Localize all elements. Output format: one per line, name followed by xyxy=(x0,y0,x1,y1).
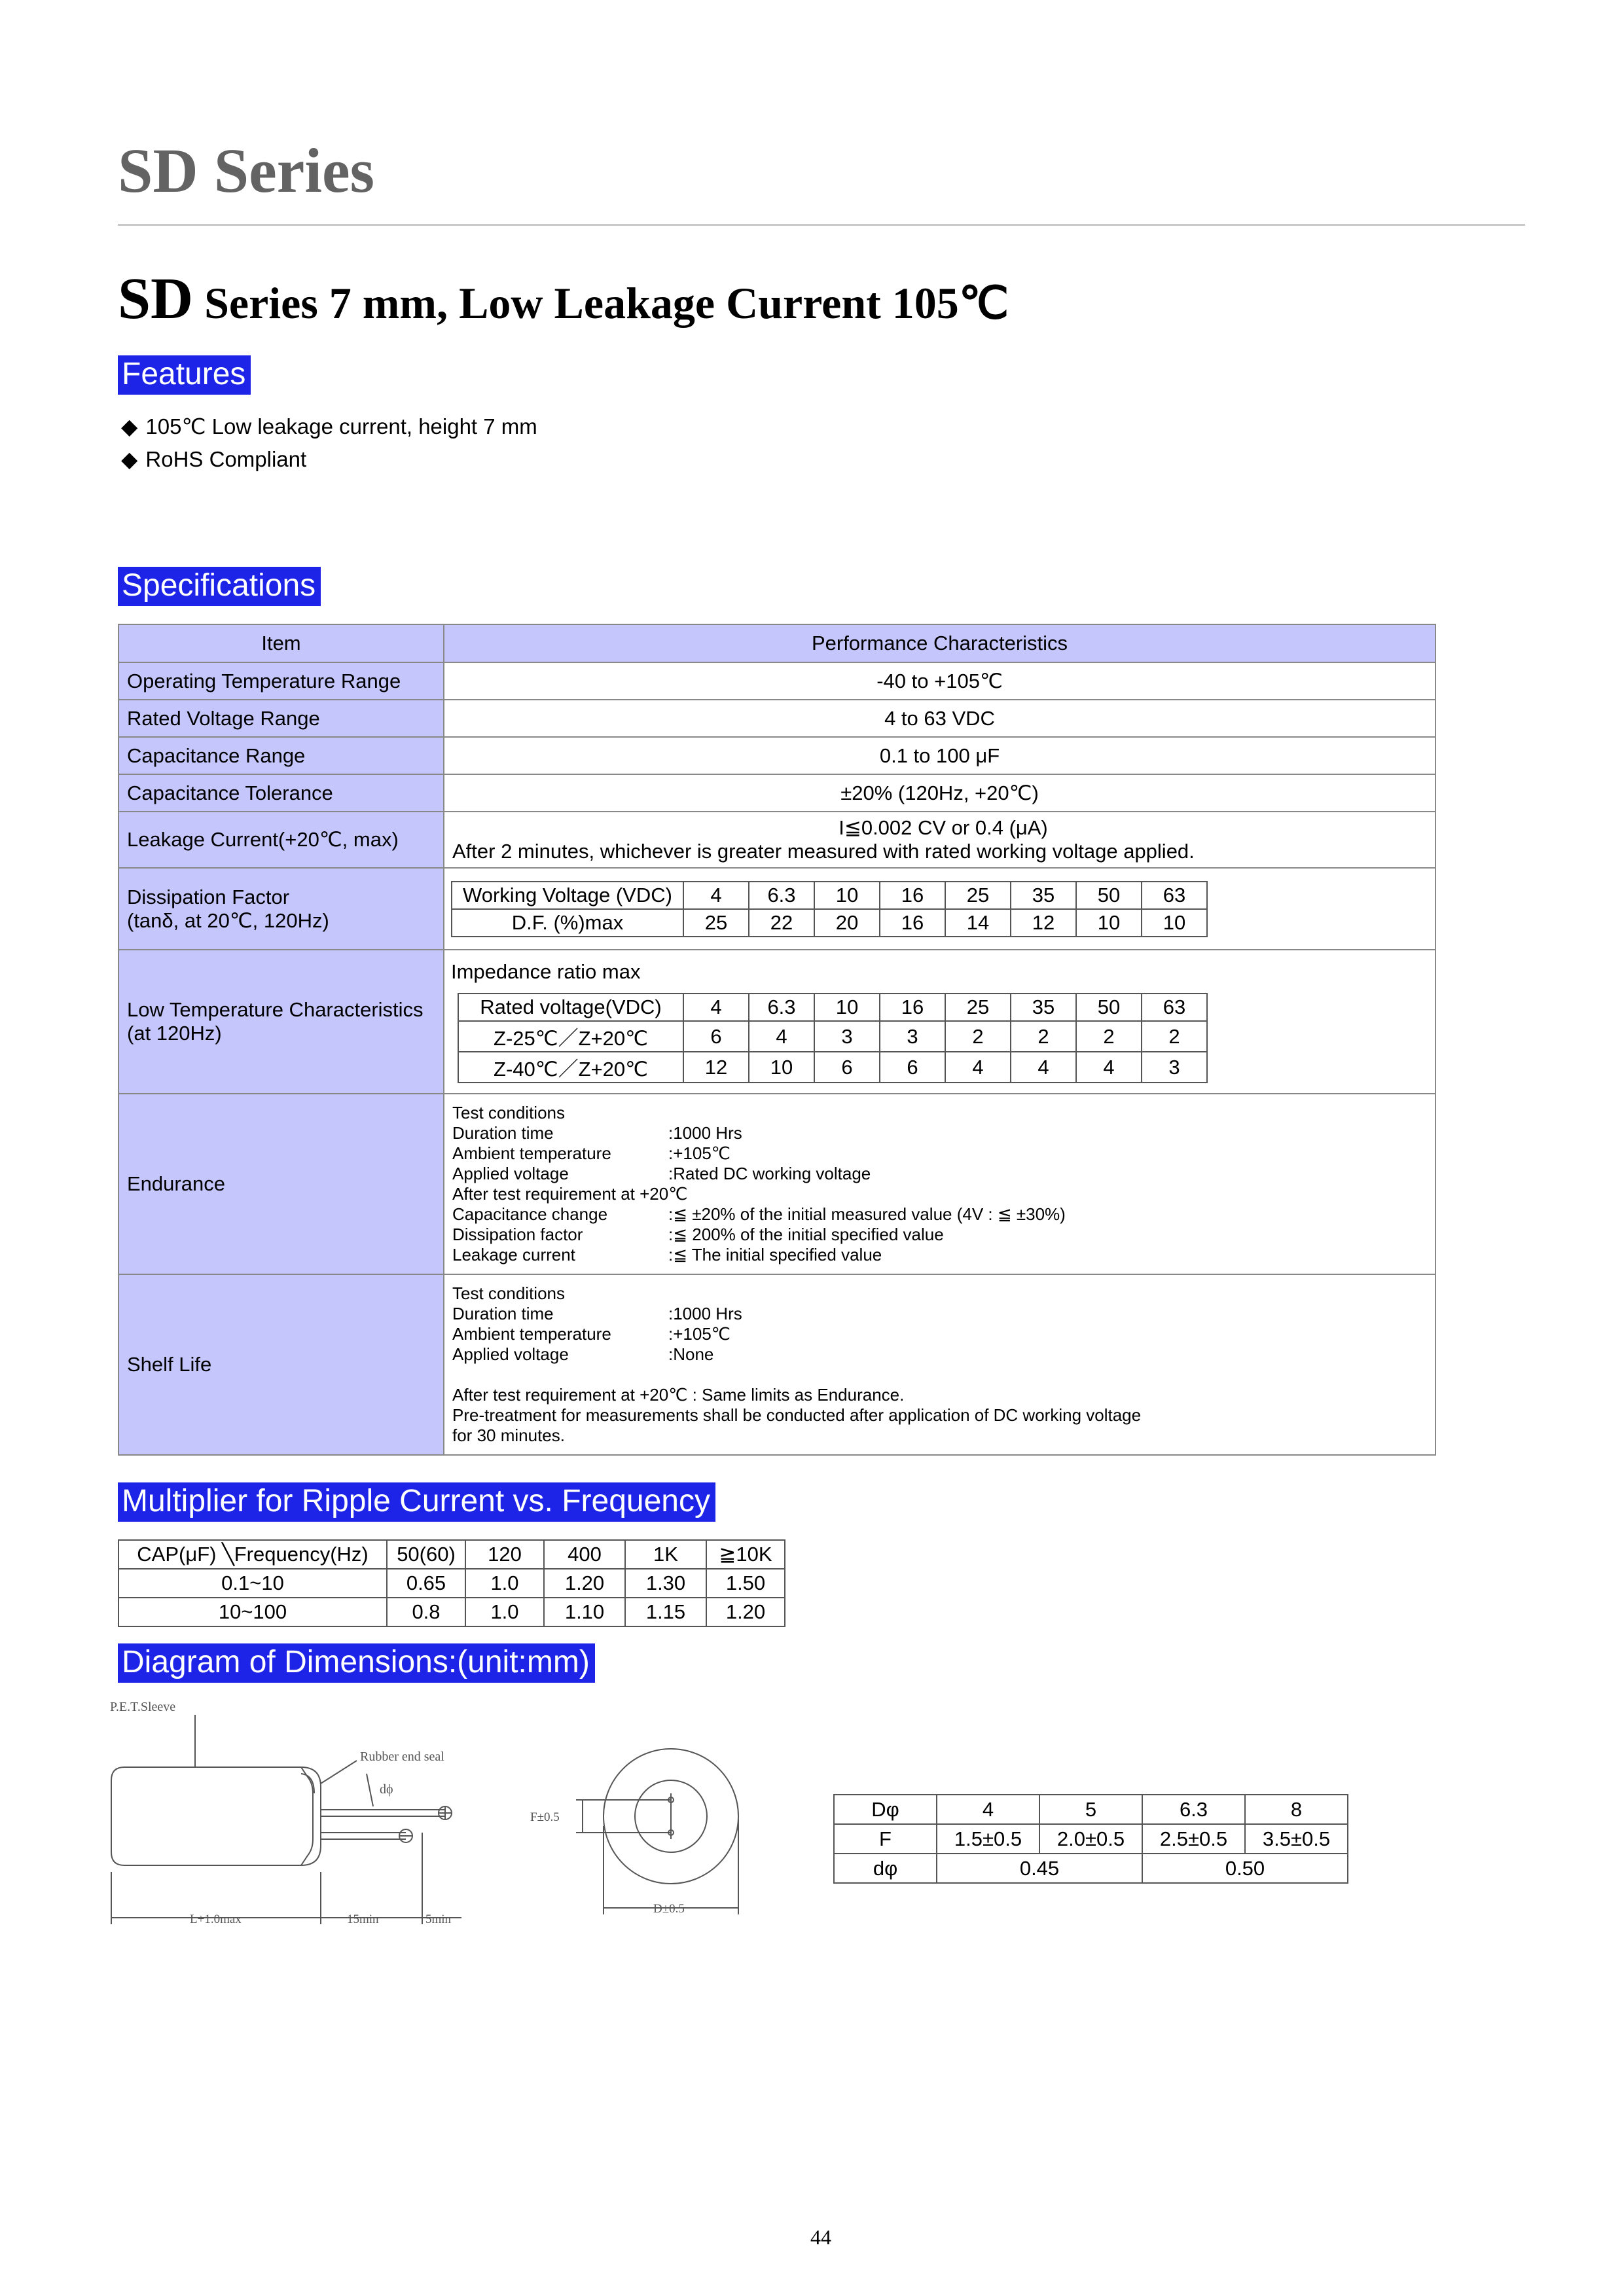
df-cell: 25 xyxy=(945,882,1011,909)
shelf-after: After test requirement at +20℃ : Same limits as Endurance. xyxy=(452,1385,905,1405)
impedance-table xyxy=(458,993,1208,1083)
table-header-row xyxy=(118,624,1435,662)
spec-value: 4 to 63 VDC xyxy=(444,700,1435,737)
ripple-cap: 0.1~10 xyxy=(118,1569,387,1598)
dimensions-table xyxy=(833,1794,1348,1884)
df-cell: 20 xyxy=(814,909,880,937)
shelf-applied: Applied voltage :None xyxy=(452,1344,714,1364)
df-cell: 10 xyxy=(1142,909,1207,937)
df-value xyxy=(444,868,1435,950)
impedance-row-label: Z-40℃／Z+20℃ xyxy=(458,1052,683,1083)
spec-value: ±20% (120Hz, +20℃) xyxy=(444,774,1435,812)
impedance-cell: 25 xyxy=(945,994,1011,1021)
endurance-duration: Duration time :1000 Hrs xyxy=(452,1123,742,1143)
df-cell: 16 xyxy=(880,882,945,909)
impedance-cell: 3 xyxy=(1142,1052,1207,1083)
spec-item-label: Operating Temperature Range xyxy=(118,662,444,700)
df-cell: 14 xyxy=(945,909,1011,937)
table-row xyxy=(118,662,1435,700)
dim-cell: 6.3 xyxy=(1142,1795,1245,1824)
ripple-cell: 1.0 xyxy=(465,1598,544,1626)
impedance-cell: 6 xyxy=(814,1052,880,1083)
series-code: SD xyxy=(118,266,194,331)
endurance-cap-change: Capacitance change :≦ ±20% of the initial measured value (4V : ≦ ±30%) xyxy=(452,1204,1066,1224)
ripple-freq: ≧10K xyxy=(706,1540,785,1569)
impedance-z40-row xyxy=(458,1052,1207,1083)
impedance-cell: 6 xyxy=(683,1021,749,1052)
lead-5min-label: 5min xyxy=(425,1912,452,1926)
leakage-value xyxy=(444,812,1435,868)
feature-text: RoHS Compliant xyxy=(145,447,307,471)
table-row xyxy=(118,737,1435,774)
endurance-test-conditions: Test conditions xyxy=(452,1103,565,1122)
shelf-pretreatment-cont: for 30 minutes. xyxy=(452,1426,565,1445)
endurance-df: Dissipation factor :≦ 200% of the initial specified value xyxy=(452,1225,944,1244)
rubber-seal-label: Rubber end seal xyxy=(360,1749,444,1764)
impedance-cell: 12 xyxy=(683,1052,749,1083)
impedance-cell: 2 xyxy=(1076,1021,1142,1052)
spec-item-label: Capacitance Tolerance xyxy=(118,774,444,812)
impedance-cell: 6 xyxy=(880,1052,945,1083)
spec-item-label: Rated Voltage Range xyxy=(118,700,444,737)
dim-cell: 1.5±0.5 xyxy=(937,1824,1039,1854)
ripple-row xyxy=(118,1598,785,1626)
ripple-header-row xyxy=(118,1540,785,1569)
column-header-performance: Performance Characteristics xyxy=(444,624,1435,662)
spec-item-label xyxy=(118,950,444,1094)
dimensions-header: Diagram of Dimensions:(unit:mm) xyxy=(118,1643,595,1683)
specifications-table xyxy=(118,624,1436,1456)
impedance-cell: 10 xyxy=(814,994,880,1021)
capacitor-end-view-diagram xyxy=(524,1734,759,1931)
features-header: Features xyxy=(118,355,251,395)
dim-cell: 0.50 xyxy=(1142,1854,1348,1883)
ripple-freq: 400 xyxy=(544,1540,625,1569)
impedance-cell: 2 xyxy=(1142,1021,1207,1052)
impedance-voltage-row xyxy=(458,994,1207,1021)
endurance-applied: Applied voltage :Rated DC working voltage xyxy=(452,1164,871,1183)
table-row xyxy=(118,1274,1435,1455)
df-label-line2: (tanδ, at 20℃, 120Hz) xyxy=(127,908,329,932)
impedance-cell: 35 xyxy=(1011,994,1076,1021)
impedance-cell: 3 xyxy=(880,1021,945,1052)
impedance-row-label: Z-25℃／Z+20℃ xyxy=(458,1021,683,1052)
shelf-ambient: Ambient temperature :+105℃ xyxy=(452,1324,731,1344)
df-cell: 22 xyxy=(749,909,814,937)
df-cell: 50 xyxy=(1076,882,1142,909)
dim-row-diameter xyxy=(834,1795,1348,1824)
leakage-note: After 2 minutes, whichever is greater measured with rated working voltage applied. xyxy=(452,840,1195,863)
ripple-cell: 1.30 xyxy=(625,1569,706,1598)
df-cell: 25 xyxy=(683,909,749,937)
ripple-header: Multiplier for Ripple Current vs. Frequency xyxy=(118,1482,715,1522)
d-tolerance-label: D±0.5 xyxy=(653,1902,685,1916)
endurance-after: After test requirement at +20℃ xyxy=(452,1184,688,1204)
dim-cell: 2.5±0.5 xyxy=(1142,1824,1245,1854)
ripple-table xyxy=(118,1539,785,1627)
impedance-cell: 6.3 xyxy=(749,994,814,1021)
df-value-row xyxy=(452,909,1207,937)
feature-item xyxy=(121,446,306,472)
pet-sleeve-label: P.E.T.Sleeve xyxy=(110,1702,176,1714)
dim-cell: 3.5±0.5 xyxy=(1245,1824,1348,1854)
dim-row-f xyxy=(834,1824,1348,1854)
leakage-formula: I≦0.002 CV or 0.4 (μA) xyxy=(839,816,1048,839)
impedance-cell: 63 xyxy=(1142,994,1207,1021)
ripple-cell: 0.8 xyxy=(387,1598,465,1626)
page-title: SD Series xyxy=(118,135,374,206)
spec-value: -40 to +105℃ xyxy=(444,662,1435,700)
title-divider xyxy=(118,224,1525,226)
table-row xyxy=(118,1094,1435,1274)
impedance-caption: Impedance ratio max xyxy=(451,960,641,983)
df-cell: 16 xyxy=(880,909,945,937)
df-cell: 10 xyxy=(1076,909,1142,937)
impedance-cell: 3 xyxy=(814,1021,880,1052)
spec-value: 0.1 to 100 μF xyxy=(444,737,1435,774)
spec-item-label: Capacitance Range xyxy=(118,737,444,774)
ripple-freq: 50(60) xyxy=(387,1540,465,1569)
series-description: Series 7 mm, Low Leakage Current 105℃ xyxy=(193,278,1009,328)
ripple-cell: 1.20 xyxy=(706,1598,785,1626)
ripple-cap: 10~100 xyxy=(118,1598,387,1626)
column-header-item: Item xyxy=(118,624,444,662)
spec-item-label xyxy=(118,868,444,950)
df-label-line1: Dissipation Factor xyxy=(127,885,290,908)
shelf-life-value xyxy=(444,1274,1435,1455)
diamond-bullet-icon: ◆ xyxy=(121,414,138,439)
spec-item-label: Shelf Life xyxy=(118,1274,444,1455)
series-subtitle xyxy=(118,265,1009,332)
dim-row-lead xyxy=(834,1854,1348,1883)
dim-cell: 5 xyxy=(1039,1795,1142,1824)
page-number: 44 xyxy=(810,2225,831,2249)
impedance-z25-row xyxy=(458,1021,1207,1052)
df-cell: 63 xyxy=(1142,882,1207,909)
shelf-test-conditions: Test conditions xyxy=(452,1283,565,1303)
impedance-cell: 16 xyxy=(880,994,945,1021)
lowtemp-value xyxy=(444,950,1435,1094)
ripple-corner-label: CAP(μF) ╲Frequency(Hz) xyxy=(118,1540,387,1569)
table-row xyxy=(118,774,1435,812)
endurance-ambient: Ambient temperature :+105℃ xyxy=(452,1143,731,1163)
table-row xyxy=(118,950,1435,1094)
impedance-cell: 4 xyxy=(1011,1052,1076,1083)
dim-cell: 2.0±0.5 xyxy=(1039,1824,1142,1854)
capacitor-side-view-diagram xyxy=(105,1702,471,1937)
impedance-cell: 50 xyxy=(1076,994,1142,1021)
shelf-duration: Duration time :1000 Hrs xyxy=(452,1304,742,1323)
f-tolerance-label: F±0.5 xyxy=(530,1810,560,1824)
lowtemp-label-line2: (at 120Hz) xyxy=(127,1022,222,1045)
dim-row-label: F xyxy=(834,1824,937,1854)
ripple-cell: 0.65 xyxy=(387,1569,465,1598)
length-label: L+1.0max xyxy=(190,1912,242,1926)
table-row xyxy=(118,868,1435,950)
ripple-freq: 120 xyxy=(465,1540,544,1569)
df-voltage-row xyxy=(452,882,1207,909)
lead-15min-label: 15min xyxy=(347,1912,379,1926)
specifications-header: Specifications xyxy=(118,567,321,606)
table-row xyxy=(118,812,1435,868)
feature-text: 105℃ Low leakage current, height 7 mm xyxy=(145,414,537,439)
dim-cell: 4 xyxy=(937,1795,1039,1824)
diamond-bullet-icon: ◆ xyxy=(121,447,138,471)
table-row xyxy=(118,700,1435,737)
dim-cell: 8 xyxy=(1245,1795,1348,1824)
ripple-row xyxy=(118,1569,785,1598)
impedance-cell: 4 xyxy=(749,1021,814,1052)
df-cell: 10 xyxy=(814,882,880,909)
impedance-row-label: Rated voltage(VDC) xyxy=(458,994,683,1021)
df-cell: 6.3 xyxy=(749,882,814,909)
feature-item xyxy=(121,414,537,439)
endurance-leakage: Leakage current :≦ The initial specified value xyxy=(452,1245,882,1265)
impedance-cell: 4 xyxy=(1076,1052,1142,1083)
df-row-label: D.F. (%)max xyxy=(452,909,683,937)
ripple-cell: 1.10 xyxy=(544,1598,625,1626)
impedance-cell: 10 xyxy=(749,1052,814,1083)
shelf-pretreatment: Pre-treatment for measurements shall be conducted after application of DC working voltage xyxy=(452,1405,1142,1425)
impedance-cell: 2 xyxy=(945,1021,1011,1052)
dim-row-label: dφ xyxy=(834,1854,937,1883)
impedance-cell: 4 xyxy=(945,1052,1011,1083)
spec-item-label: Leakage Current(+20℃, max) xyxy=(118,812,444,868)
df-cell: 12 xyxy=(1011,909,1076,937)
spec-item-label: Endurance xyxy=(118,1094,444,1274)
dim-row-label: Dφ xyxy=(834,1795,937,1824)
ripple-cell: 1.15 xyxy=(625,1598,706,1626)
df-cell: 4 xyxy=(683,882,749,909)
df-row-label: Working Voltage (VDC) xyxy=(452,882,683,909)
ripple-cell: 1.50 xyxy=(706,1569,785,1598)
lead-diameter-label: dϕ xyxy=(380,1782,393,1797)
dim-cell: 0.45 xyxy=(937,1854,1142,1883)
lowtemp-label-line1: Low Temperature Characteristics xyxy=(127,998,424,1021)
df-cell: 35 xyxy=(1011,882,1076,909)
ripple-cell: 1.20 xyxy=(544,1569,625,1598)
ripple-freq: 1K xyxy=(625,1540,706,1569)
df-table xyxy=(451,881,1208,937)
impedance-cell: 2 xyxy=(1011,1021,1076,1052)
ripple-cell: 1.0 xyxy=(465,1569,544,1598)
impedance-cell: 4 xyxy=(683,994,749,1021)
endurance-value xyxy=(444,1094,1435,1274)
